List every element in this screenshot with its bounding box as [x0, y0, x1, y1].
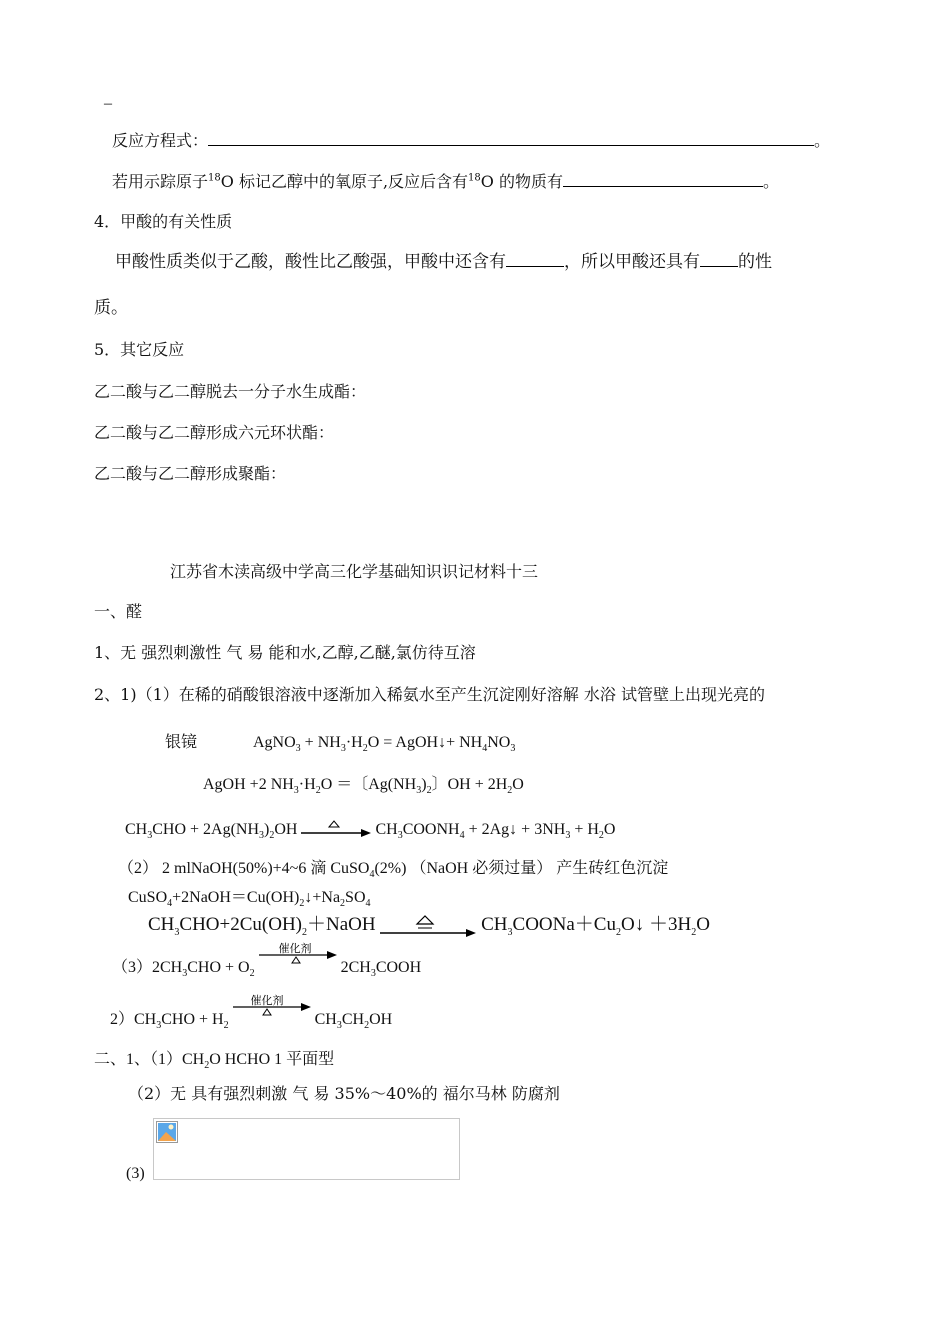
reaction-item: 乙二酸与乙二醇脱去一分子水生成酯：: [94, 382, 367, 401]
subscript: 2: [362, 743, 368, 755]
answer-blank[interactable]: [208, 131, 814, 146]
formula-text: SO: [345, 889, 366, 906]
formic-acid-line: [115, 252, 772, 272]
equation-silver-mirror: [125, 820, 615, 840]
reaction-item: 乙二酸与乙二醇形成六元环状酯：: [94, 423, 335, 442]
missing-image-placeholder: [153, 1118, 460, 1180]
subscript: 2: [223, 1020, 229, 1032]
formula-text: ·H: [298, 776, 316, 793]
formula-text: （2） 2 mlNaOH(50%)+4~6 滴 CuSO: [118, 860, 370, 877]
subscript: 3: [336, 1020, 342, 1032]
subscript: 3: [174, 927, 180, 939]
formula-text: ): [421, 776, 427, 793]
subscript: 2: [364, 1020, 370, 1032]
formula-text: CH: [341, 1011, 365, 1028]
subscript: 2: [315, 785, 321, 797]
equation-right: [481, 914, 710, 939]
section-2-item-3: (3): [126, 1165, 145, 1182]
formula-text: CH: [125, 821, 148, 838]
broken-image-icon: [156, 1121, 178, 1147]
equation-left: [148, 914, 376, 939]
formula-text: CH: [314, 1011, 337, 1028]
document-title: 江苏省木渎高级中学高三化学基础知识识记材料十三: [170, 562, 539, 581]
formula-text: COONH: [402, 821, 460, 838]
subscript: 2: [249, 968, 255, 980]
section-5-title: 5．其它反应: [94, 340, 185, 359]
heat-arrow-icon: [301, 820, 371, 840]
answer-blank[interactable]: [700, 252, 738, 267]
section-1-title: 一、醛: [94, 602, 143, 621]
subscript: 3: [416, 785, 422, 797]
subscript: 2: [269, 830, 275, 842]
subscript: 3: [259, 830, 265, 842]
subscript: 2: [299, 898, 305, 910]
subscript: 3: [507, 927, 513, 939]
subscript: 2: [507, 785, 513, 797]
formic-text: 的性: [738, 252, 772, 272]
subscript: 3: [340, 743, 346, 755]
catalyst-arrow-icon: [259, 941, 337, 977]
heat-arrow-icon: [380, 914, 476, 938]
subscript: 3: [295, 743, 301, 755]
dash-mark: –: [104, 95, 112, 112]
formula-text: ＋NaOH: [307, 914, 376, 936]
mirror-label: 银镜: [165, 732, 198, 751]
isotope-mark: 18: [468, 172, 481, 184]
equation-right: [375, 821, 616, 842]
subscript: 3: [182, 968, 188, 980]
period: 。: [763, 172, 780, 191]
subscript: 4: [167, 898, 173, 910]
subscript: 4: [459, 830, 465, 842]
answer-blank[interactable]: [563, 172, 763, 187]
reaction-item: 乙二酸与乙二醇形成聚酯：: [94, 464, 287, 483]
subscript: 4: [369, 869, 375, 881]
formula-text: 〕OH + 2H: [431, 776, 508, 793]
formic-text-continued: 质。: [94, 298, 128, 318]
subscript: 4: [365, 898, 371, 910]
subscript: 2: [598, 830, 604, 842]
formula-text: CHO+2Cu(OH): [179, 914, 303, 936]
equation-right: [340, 959, 422, 980]
equation-copper-hydroxide: [128, 888, 371, 908]
formula-text: AgOH +2 NH: [203, 776, 294, 793]
formula-text: + 2Ag↓ + 3NH: [464, 821, 566, 838]
subscript: 2: [302, 927, 308, 939]
formula-text: 2CH: [340, 959, 371, 976]
reaction-label: 反应方程式：: [112, 131, 209, 150]
formula-text: O: [603, 821, 616, 838]
subscript: 3: [397, 830, 403, 842]
subscript: 3: [293, 785, 299, 797]
subscript: 3: [565, 830, 571, 842]
section-2-line-2: （2）无 具有强烈刺激 气 易 35%～40%的 福尔马林 防腐剂: [128, 1084, 560, 1103]
formula-text: （3）2CH: [112, 959, 183, 976]
formula-text: O↓ ＋3H: [620, 914, 692, 936]
formula-text: ·H: [345, 734, 363, 751]
formula-text: +2NaOH＝Cu(OH): [172, 889, 300, 906]
period: 。: [814, 131, 831, 150]
formic-text: 甲酸性质类似于乙酸，酸性比乙酸强，甲酸中还含有: [115, 252, 506, 272]
section-2-line: [94, 1050, 334, 1070]
equation-reduction: [110, 994, 393, 1032]
subscript: 4: [482, 743, 488, 755]
catalyst-label: 催化剂: [278, 942, 312, 956]
formula-text: OH: [369, 1011, 393, 1028]
subscript: 2: [204, 1060, 210, 1072]
formula-text: O = AgOH↓+ NH: [367, 734, 483, 751]
formula-text: ): [264, 821, 270, 838]
formula-text: AgNO: [253, 734, 296, 751]
formula-text: CHO + H: [161, 1011, 224, 1028]
tracer-text: O 标记乙醇中的氧原子,反应后含有: [220, 172, 469, 191]
equation-copper-reduction: [148, 914, 710, 938]
answer-1: 1、无 强烈刺激性 气 易 能和水,乙醇,乙醚,氯仿待互溶: [94, 643, 476, 662]
subscript: 2: [615, 927, 621, 939]
formula-text: + NH: [300, 734, 341, 751]
subscript: 3: [510, 743, 516, 755]
section-4-title: 4．甲酸的有关性质: [94, 212, 233, 231]
equation-right: [314, 1011, 393, 1032]
equation-left: [110, 1011, 229, 1032]
formula-text: O HCHO 1 平面型: [209, 1051, 335, 1068]
subscript: 2: [691, 927, 697, 939]
equation-silver-ammonia: [203, 775, 524, 795]
formula-text: O: [512, 776, 524, 793]
equation-oxidation: [112, 942, 422, 980]
formula-text: 二、1、（1）CH: [94, 1051, 205, 1068]
formula-text: O: [696, 914, 710, 936]
answer-blank[interactable]: [506, 252, 564, 267]
formula-text: OH: [274, 821, 298, 838]
subscript: 3: [156, 1020, 162, 1032]
formic-text: ，所以甲酸还具有: [564, 252, 700, 272]
formula-text: CHO + O: [187, 959, 250, 976]
formula-text: CH: [375, 821, 398, 838]
equation-left: [125, 821, 298, 842]
tracer-text: 若用示踪原子: [112, 172, 209, 191]
catalyst-arrow-icon: [233, 993, 311, 1029]
subscript: 3: [147, 830, 153, 842]
catalyst-label: 催化剂: [250, 994, 284, 1008]
formula-text: COOH: [375, 959, 422, 976]
subscript: 2: [340, 898, 346, 910]
isotope-mark: 18: [208, 172, 221, 184]
formula-text: NO: [487, 734, 511, 751]
formula-text: CuSO: [128, 889, 168, 906]
subscript: 3: [370, 968, 376, 980]
formula-text: COONa＋Cu: [512, 914, 616, 936]
equation-silver-nitrate: [253, 733, 515, 753]
formula-text: O ＝〔Ag(NH: [320, 776, 417, 793]
reaction-equation-line: [112, 131, 830, 151]
formula-text: + H: [570, 821, 599, 838]
equation-left: [112, 959, 255, 980]
equation-copper-test-step: [118, 859, 668, 879]
formula-text: (2%) （NaOH 必须过量） 产生砖红色沉淀: [374, 860, 669, 877]
tracer-text: O 的物质有: [480, 172, 563, 191]
formula-text: CH: [148, 914, 175, 936]
formula-text: CHO + 2Ag(NH: [152, 821, 260, 838]
formula-text: CH: [481, 914, 508, 936]
formula-text: ↓+Na: [304, 889, 341, 906]
tracer-line: [112, 172, 779, 192]
answer-2: 2、1)（1）在稀的硝酸银溶液中逐渐加入稀氨水至产生沉淀刚好溶解 水浴 试管壁上出现光亮的: [94, 685, 765, 704]
formula-text: 2）CH: [110, 1011, 157, 1028]
subscript: 2: [426, 785, 432, 797]
